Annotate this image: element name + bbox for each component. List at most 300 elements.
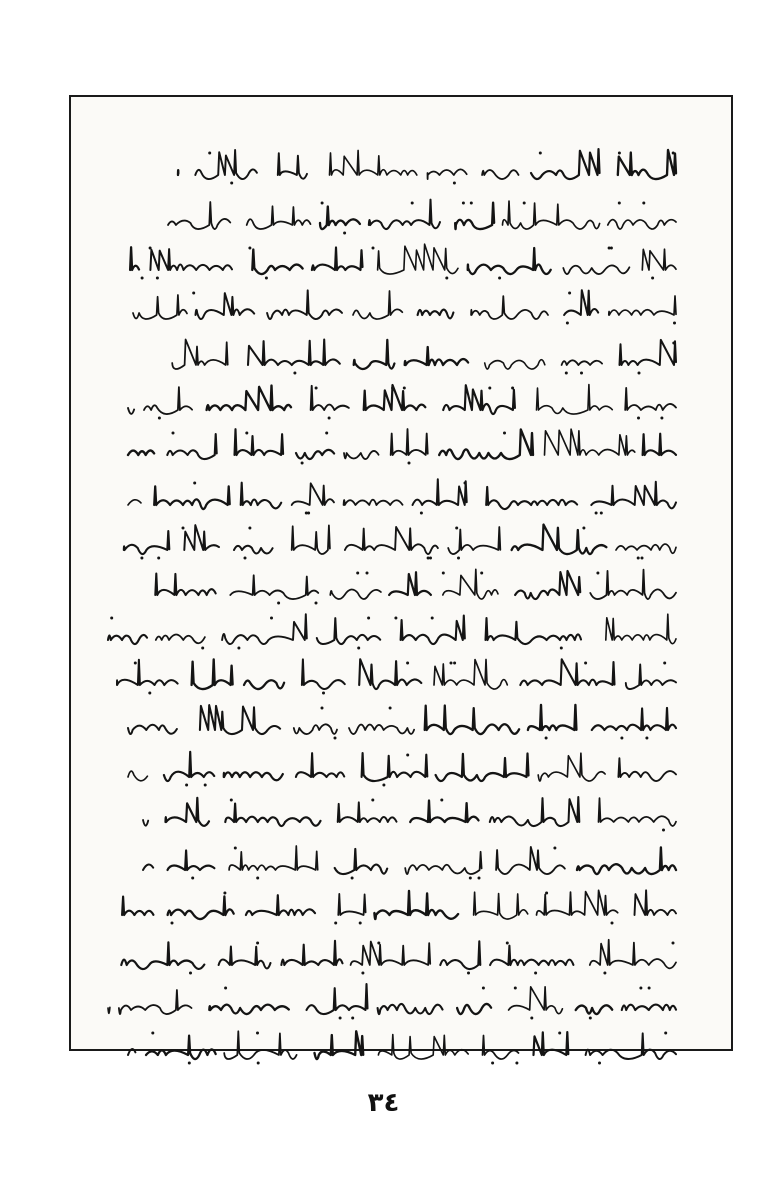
diacritic-dot [148, 692, 151, 695]
handwritten-word [428, 169, 467, 179]
handwritten-word [410, 801, 478, 823]
handwritten-word [606, 614, 676, 644]
diacritic-dot [511, 387, 514, 390]
handwritten-word [471, 296, 548, 319]
handwritten-line [125, 285, 680, 329]
diacritic-dot [244, 557, 247, 560]
handwritten-word [534, 1032, 569, 1055]
diacritic-dot [208, 152, 211, 155]
handwritten-word [362, 753, 428, 781]
handwritten-word [143, 865, 153, 870]
handwritten-word [563, 265, 629, 274]
diacritic-dot [366, 572, 369, 575]
handwritten-word [168, 202, 230, 229]
diacritic-dot [580, 372, 583, 375]
diacritic-dot [488, 387, 491, 390]
diacritic-dot [204, 784, 207, 787]
handwritten-word [434, 660, 507, 690]
handwritten-word [128, 725, 177, 734]
diacritic-dot [462, 202, 465, 205]
handwritten-word [528, 705, 577, 730]
diacritic-dot [110, 617, 113, 620]
handwritten-word [626, 665, 676, 690]
handwritten-word [168, 851, 215, 871]
handwritten-word [538, 753, 605, 781]
diacritic-dot [357, 647, 360, 650]
handwritten-line [110, 935, 680, 979]
handwritten-word [609, 296, 676, 315]
diacritic-dot [343, 232, 346, 235]
diacritic-dot [377, 942, 380, 945]
handwritten-word [150, 249, 232, 270]
handwritten-word [338, 894, 365, 915]
diacritic-dot [372, 247, 375, 250]
handwritten-word [267, 290, 342, 319]
handwritten-word [164, 752, 214, 781]
diacritic-dot [596, 572, 599, 575]
handwritten-word [503, 201, 600, 229]
handwritten-word [246, 895, 315, 915]
diacritic-dot [201, 647, 204, 650]
handwritten-word [195, 150, 257, 179]
handwritten-line [170, 145, 680, 189]
handwritten-line [120, 747, 680, 791]
diacritic-dot [265, 277, 268, 280]
handwritten-word [302, 659, 345, 689]
diacritic-dot [191, 877, 194, 880]
handwritten-word [335, 849, 388, 874]
diacritic-dot [321, 707, 324, 710]
handwritten-word [146, 1036, 216, 1059]
handwritten-word [196, 293, 255, 319]
handwritten-line [150, 335, 680, 379]
diacritic-dot [230, 182, 233, 185]
diacritic-dot [223, 892, 226, 895]
handwritten-word [468, 248, 551, 274]
handwritten-word [418, 310, 454, 319]
handwritten-word [133, 295, 187, 319]
diacritic-dot [637, 417, 640, 420]
handwritten-word [296, 753, 344, 777]
diacritic-dot [545, 892, 548, 895]
handwritten-word [496, 847, 565, 874]
handwritten-word [474, 892, 528, 919]
diacritic-dot [339, 1017, 342, 1020]
diacritic-dot [467, 972, 470, 975]
handwritten-word [307, 984, 368, 1014]
diacritic-dot [248, 247, 251, 250]
diacritic-dot [584, 662, 587, 665]
handwritten-line [100, 980, 680, 1024]
handwritten-word [359, 659, 421, 689]
diacritic-dot [389, 707, 392, 710]
handwritten-word [443, 385, 515, 414]
handwritten-word [315, 1031, 364, 1059]
diacritic-dot [185, 784, 188, 787]
diacritic-dot [406, 662, 409, 665]
diacritic-dot [514, 987, 517, 990]
handwritten-word [124, 531, 170, 554]
diacritic-dot [445, 277, 448, 280]
diacritic-dot [453, 182, 456, 185]
diacritic-dot [237, 647, 240, 650]
handwritten-word [200, 705, 280, 734]
handwritten-word [168, 896, 234, 919]
handwritten-word [130, 247, 139, 270]
handwritten-word [122, 897, 153, 915]
diacritic-dot [478, 877, 481, 880]
handwritten-word [520, 659, 614, 685]
handwritten-word [443, 569, 498, 599]
diacritic-dot [457, 557, 460, 560]
handwritten-word [312, 248, 363, 271]
diacritic-dot [523, 202, 526, 205]
diacritic-dot [334, 922, 337, 925]
handwritten-word [330, 150, 417, 175]
diacritic-dot [600, 512, 603, 515]
diacritic-dot [498, 277, 501, 280]
diacritic-dot [367, 617, 370, 620]
diacritic-dot [638, 372, 641, 375]
handwritten-word [144, 387, 192, 414]
diacritic-dot [566, 322, 569, 325]
diacritic-dot [672, 152, 675, 155]
diacritic-dot [491, 1062, 494, 1065]
diacritic-dot [503, 432, 506, 435]
handwritten-word [121, 942, 204, 969]
handwritten-word [209, 1005, 288, 1014]
handwritten-word [618, 758, 676, 781]
handwritten-line [120, 380, 680, 424]
diacritic-dot [382, 784, 385, 787]
handwritten-word [562, 360, 603, 365]
diacritic-dot [256, 942, 259, 945]
diacritic-dot [394, 617, 397, 620]
diacritic-dot [293, 372, 296, 375]
handwritten-word [244, 680, 284, 689]
diacritic-dot [582, 527, 585, 530]
handwritten-word [224, 1031, 296, 1059]
handwritten-word [296, 450, 334, 459]
handwritten-word [234, 546, 273, 554]
diacritic-dot [589, 1017, 592, 1020]
diacritic-dot [663, 662, 666, 665]
diacritic-dot [553, 847, 556, 850]
handwritten-line [120, 240, 680, 284]
diacritic-dot [539, 152, 542, 155]
diacritic-dot [440, 799, 443, 802]
handwritten-word [219, 947, 271, 969]
diacritic-dot [450, 662, 453, 665]
diacritic-dot [431, 617, 434, 620]
diacritic-dot [171, 922, 174, 925]
diacritic-dot [151, 1032, 154, 1035]
diacritic-dot [325, 432, 328, 435]
diacritic-dot [192, 292, 195, 295]
handwritten-word [172, 340, 228, 370]
handwritten-word [247, 206, 311, 229]
handwritten-word [154, 486, 230, 509]
handwritten-word [401, 616, 465, 644]
handwritten-word [156, 635, 205, 644]
handwritten-word [485, 360, 545, 369]
handwritten-line [100, 610, 680, 654]
diacritic-dot [172, 432, 175, 435]
handwritten-word [155, 574, 215, 596]
handwritten-word [166, 798, 210, 826]
diacritic-dot [442, 572, 445, 575]
handwritten-word [229, 846, 318, 870]
handwritten-word [338, 802, 397, 822]
handwritten-word [405, 347, 468, 365]
diacritic-dot [469, 877, 472, 880]
diacritic-dot [530, 1017, 533, 1020]
diacritic-dot [603, 972, 606, 975]
handwritten-word [353, 291, 402, 319]
handwritten-word [330, 589, 381, 599]
handwritten-word [625, 388, 676, 410]
handwritten-word [486, 618, 582, 644]
diacritic-dot [371, 799, 374, 802]
handwritten-line [120, 700, 680, 744]
handwritten-word [515, 571, 580, 599]
diacritic-dot [156, 277, 159, 280]
diacritic-dot [641, 557, 644, 560]
diacritic-dot [182, 527, 185, 530]
handwritten-word [537, 890, 618, 915]
handwritten-word [230, 575, 318, 599]
handwritten-line [105, 655, 680, 699]
diacritic-dot [149, 247, 152, 250]
diacritic-dot [334, 737, 337, 740]
diacritic-dot [637, 557, 640, 560]
handwritten-word [483, 1036, 519, 1060]
diacritic-dot [662, 829, 665, 832]
handwritten-word [167, 434, 216, 459]
diacritic-dot [480, 572, 483, 575]
diacritic-dot [639, 987, 642, 990]
diacritic-dot [611, 922, 614, 925]
handwritten-word [128, 771, 147, 781]
diacritic-dot [134, 662, 137, 665]
diacritic-dot [158, 417, 161, 420]
handwritten-word [642, 249, 676, 270]
handwritten-word [486, 487, 577, 509]
diacritic-dot [224, 987, 227, 990]
diacritic-dot [673, 322, 676, 325]
handwritten-word [590, 570, 676, 599]
diacritic-dot [651, 277, 654, 280]
handwritten-word [643, 434, 676, 455]
handwritten-word [391, 429, 428, 455]
handwritten-word [128, 500, 141, 505]
handwritten-word [222, 614, 307, 644]
handwritten-line [135, 792, 680, 836]
handwritten-word [143, 820, 148, 826]
diacritic-dot [453, 662, 456, 665]
handwritten-word [490, 797, 580, 826]
handwritten-word [349, 725, 414, 735]
handwritten-word [294, 724, 337, 734]
diacritic-dot [193, 482, 196, 485]
handwritten-line [110, 520, 680, 564]
handwritten-word [378, 1035, 468, 1060]
diacritic-dot [391, 387, 394, 390]
handwritten-word [235, 429, 284, 455]
diacritic-dot [664, 1032, 667, 1035]
handwritten-word [344, 500, 403, 505]
diacritic-dot [188, 1062, 191, 1065]
diacritic-dot [642, 202, 645, 205]
handwritten-word [378, 1004, 443, 1014]
handwritten-word [354, 340, 395, 369]
handwritten-word [378, 244, 458, 274]
handwritten-line [120, 425, 680, 469]
handwritten-word [252, 250, 302, 275]
diacritic-dot [618, 152, 621, 155]
handwritten-word [128, 408, 134, 414]
handwritten-word [512, 525, 607, 554]
diacritic-dot [359, 922, 362, 925]
handwritten-word [389, 572, 431, 595]
diacritic-dot [321, 202, 324, 205]
handwritten-word [405, 852, 481, 874]
diacritic-dot [515, 1062, 518, 1065]
manuscript-handwriting [80, 135, 680, 1035]
diacritic-dot [230, 799, 233, 802]
diacritic-dot [157, 557, 160, 560]
handwritten-word [509, 987, 563, 1014]
handwritten-word [207, 386, 291, 410]
diacritic-dot [660, 417, 663, 420]
handwritten-word [577, 847, 676, 874]
diacritic-dot [406, 754, 409, 757]
diacritic-dot [307, 512, 310, 515]
handwritten-word [108, 1007, 110, 1013]
handwritten-word [425, 706, 519, 735]
diacritic-dot [618, 202, 621, 205]
handwritten-line [115, 885, 680, 929]
diacritic-dot [620, 737, 623, 740]
diacritic-dot [470, 202, 473, 205]
diacritic-dot [545, 737, 548, 740]
diacritic-dot [420, 512, 423, 515]
handwritten-word [622, 1005, 676, 1010]
page-number: ٣٤ [367, 1088, 400, 1118]
diacritic-dot [141, 277, 144, 280]
handwritten-word [292, 483, 334, 505]
handwritten-word [591, 482, 676, 509]
diacritic-dot [257, 1062, 260, 1065]
diacritic-dot [351, 877, 354, 880]
handwritten-word [620, 340, 677, 365]
handwritten-word [436, 754, 529, 782]
diacritic-dot [301, 462, 304, 465]
handwritten-word [224, 772, 283, 780]
handwritten-word [108, 635, 147, 644]
handwritten-word [618, 150, 676, 179]
diacritic-dot [351, 1017, 354, 1020]
handwritten-word [128, 451, 154, 455]
diacritic-dot [322, 692, 325, 695]
handwritten-word [320, 207, 360, 229]
handwritten-line [160, 195, 680, 239]
handwritten-word [413, 479, 467, 505]
handwritten-word [592, 708, 676, 730]
handwritten-word [128, 1049, 135, 1055]
diacritic-dot [234, 847, 237, 850]
handwritten-word [248, 340, 340, 366]
handwritten-word [457, 1004, 491, 1014]
handwritten-word [616, 544, 676, 553]
diacritic-dot [560, 647, 563, 650]
handwritten-line [120, 1025, 680, 1069]
handwritten-word [455, 203, 494, 229]
handwritten-word [317, 618, 380, 644]
handwritten-word [119, 990, 192, 1014]
handwritten-word [351, 942, 431, 965]
diacritic-dot [610, 247, 613, 250]
diacritic-dot [429, 557, 432, 560]
diacritic-dot [648, 987, 651, 990]
diacritic-dot [595, 512, 598, 515]
handwritten-word [192, 659, 233, 689]
handwritten-word [369, 200, 440, 229]
diacritic-dot [328, 417, 331, 420]
diacritic-dot [408, 462, 411, 465]
diacritic-dot [189, 972, 192, 975]
diacritic-dot [411, 202, 414, 205]
handwritten-word [184, 525, 219, 550]
handwritten-word [364, 385, 426, 410]
diacritic-dot [245, 432, 248, 435]
handwritten-word [344, 451, 379, 459]
diacritic-dot [464, 482, 467, 485]
diacritic-dot [672, 342, 675, 345]
handwritten-word [545, 429, 635, 455]
handwritten-word [440, 941, 480, 969]
diacritic-dot [248, 527, 251, 530]
handwritten-word [586, 1033, 676, 1059]
handwritten-word [576, 1005, 613, 1014]
diacritic-dot [356, 572, 359, 575]
handwritten-word [278, 153, 307, 179]
handwritten-word [590, 940, 676, 969]
diacritic-dot [568, 292, 571, 295]
handwritten-word [608, 220, 676, 229]
handwritten-word [482, 170, 518, 179]
diacritic-dot [558, 1032, 561, 1035]
handwritten-word [225, 804, 320, 826]
handwritten-word [292, 525, 330, 554]
handwritten-line [140, 565, 680, 609]
diacritic-dot [403, 387, 406, 390]
handwritten-line [135, 840, 680, 884]
diacritic-dot [270, 617, 273, 620]
diacritic-dot [140, 557, 143, 560]
diacritic-dot [315, 602, 318, 605]
diacritic-dot [672, 942, 675, 945]
handwritten-word [281, 941, 342, 965]
diacritic-dot [361, 972, 364, 975]
handwritten-word [117, 660, 178, 685]
diacritic-dot [506, 942, 509, 945]
handwritten-word [448, 527, 500, 554]
handwritten-word [374, 891, 458, 919]
diacritic-dot [256, 877, 259, 880]
diacritic-dot [534, 972, 537, 975]
handwritten-word [241, 483, 282, 509]
